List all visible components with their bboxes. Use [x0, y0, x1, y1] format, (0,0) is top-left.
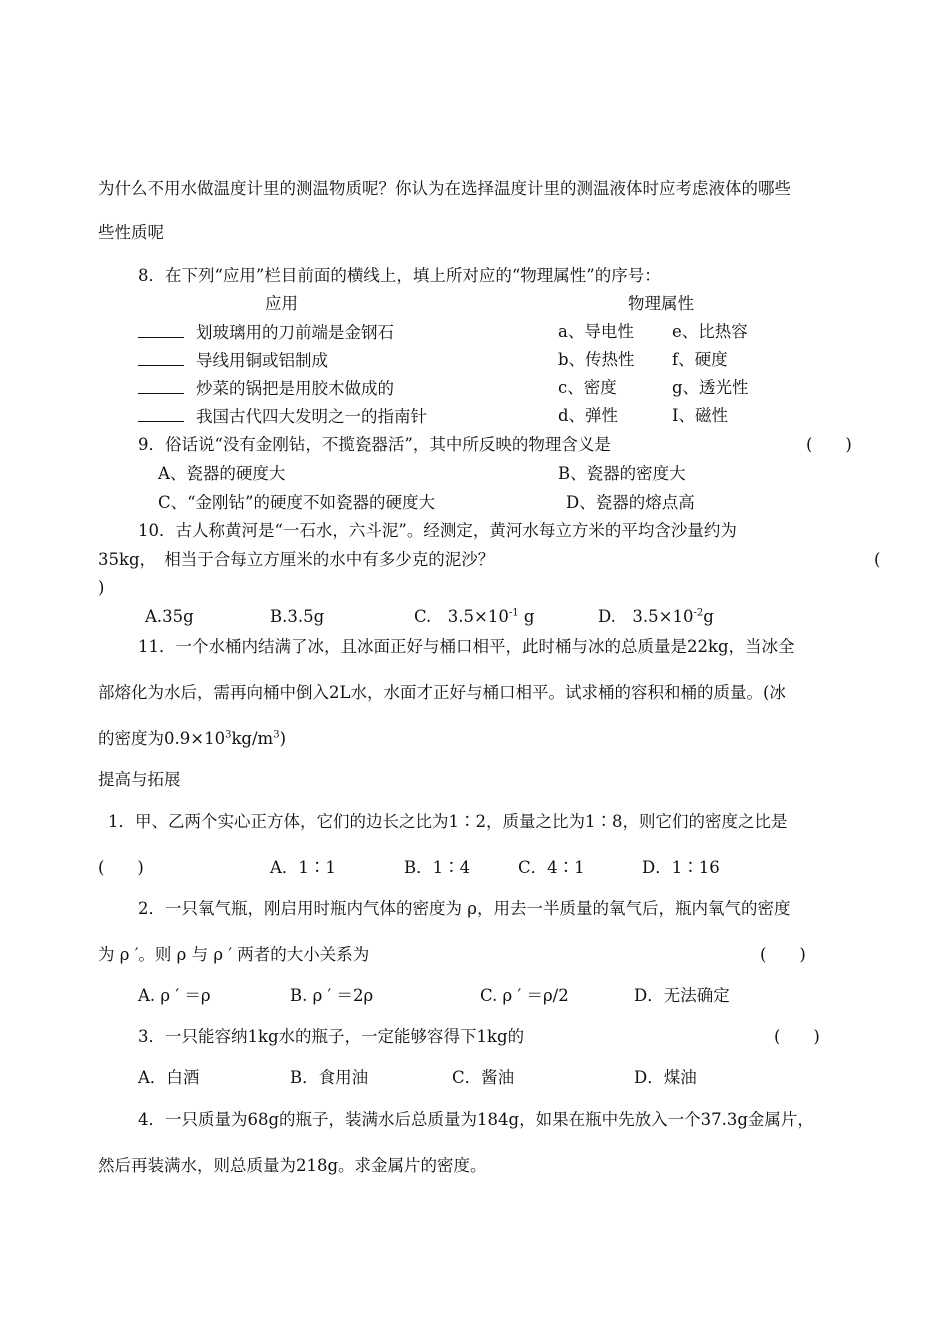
q9-option-b: B、瓷器的密度大 — [558, 464, 686, 483]
q8-row-app: 划玻璃用的刀前端是金钢石 — [196, 323, 394, 342]
q10-option-d — [598, 606, 714, 628]
q8-row-3-p2: g、透光性 — [672, 378, 749, 397]
p4-line-2: 然后再装满水，则总质量为218g。求金属片的密度。 — [98, 1156, 487, 1175]
p2-option-a: A. ρ ′ ＝ρ — [138, 986, 211, 1005]
q10-option-c-exp: -1 — [508, 607, 519, 619]
q8-stem: 8．在下列“应用”栏目前面的横线上，填上所对应的“物理属性”的序号： — [138, 266, 661, 285]
section-title: 提高与拓展 — [98, 770, 181, 789]
q9-stem: 9．俗话说“没有金刚钻，不揽瓷器活”，其中所反映的物理含义是 — [138, 435, 611, 454]
q9-option-d: D、瓷器的熔点高 — [566, 493, 695, 512]
p1-option-a: A．1∶1 — [270, 858, 336, 877]
q11-line-2: 部熔化为水后，需再向桶中倒入2L水，水面才正好与桶口相平。试求桶的容积和桶的质量。(冰 — [98, 683, 786, 702]
p2-line-1: 2．一只氧气瓶，刚启用时瓶内气体的密度为 ρ，用去一半质量的氧气后，瓶内氧气的密度 — [138, 899, 791, 918]
q10-stem-2: 35kg， 相当于合每立方厘米的水中有多少克的泥沙？ — [98, 550, 495, 569]
p2-line-2: 为 ρ ′。则 ρ 与 ρ ′ 两者的大小关系为 — [98, 945, 370, 964]
q11-exp-1: 3 — [225, 729, 232, 741]
q11-line-3-a: 的密度为0.9×10 — [98, 729, 226, 748]
p2-option-c: C. ρ ′ ＝ρ/2 — [480, 986, 569, 1005]
q8-row-2-p2: f、硬度 — [672, 350, 728, 369]
q10-option-c — [414, 606, 534, 628]
q8-row-4-p1: d、弹性 — [558, 406, 619, 425]
q9-option-c: C、“金刚钻”的硬度不如瓷器的硬度大 — [158, 493, 435, 512]
q11-line-3-b: kg/m — [231, 729, 274, 748]
q10-option-d-exp: -2 — [693, 607, 704, 619]
q10-option-c-base: C. 3.5×10 — [414, 607, 509, 626]
q8-row-3 — [138, 377, 394, 400]
q10-option-a: A.35g — [145, 607, 194, 626]
q9-answer-paren: ( ) — [806, 435, 852, 454]
q10-option-d-base: D. 3.5×10 — [598, 607, 694, 626]
p3-stem: 3．一只能容纳1kg水的瓶子，一定能够容得下1kg的 — [138, 1027, 525, 1046]
q11-line-1: 11．一个水桶内结满了冰，且冰面正好与桶口相平，此时桶与冰的总质量是22kg，当冰全 — [138, 637, 795, 656]
q11-line-3-c: ) — [279, 729, 287, 748]
q8-row-1-p2: e、比热容 — [672, 322, 748, 341]
p1-stem: 1．甲、乙两个实心正方体，它们的边长之比为1∶2，质量之比为1∶8，则它们的密度之比是 — [108, 812, 788, 831]
q8-row-2 — [138, 349, 328, 372]
p3-option-c: C．酱油 — [452, 1068, 515, 1087]
q8-row-app: 导线用铜或铝制成 — [196, 351, 328, 370]
p3-option-d: D．煤油 — [634, 1068, 697, 1087]
q8-row-1-p1: a、导电性 — [558, 322, 634, 341]
q10-option-c-unit: g — [518, 607, 535, 626]
q10-option-b: B.3.5g — [270, 607, 325, 626]
intro-line-2: 些性质呢 — [98, 223, 164, 242]
answer-blank[interactable] — [138, 405, 184, 422]
q10-paren-close: ) — [98, 578, 105, 597]
q8-row-app: 我国古代四大发明之一的指南针 — [196, 407, 427, 426]
p2-answer-paren: ( ) — [760, 945, 806, 964]
answer-blank[interactable] — [138, 377, 184, 394]
p3-option-b: B．食用油 — [290, 1068, 369, 1087]
q11-exp-2: 3 — [273, 729, 280, 741]
q8-col-app: 应用 — [265, 294, 298, 313]
q10-option-d-unit: g — [703, 607, 714, 626]
p3-option-a: A．白酒 — [138, 1068, 200, 1087]
answer-blank[interactable] — [138, 321, 184, 338]
q8-row-4 — [138, 405, 427, 428]
p4-line-1: 4．一只质量为68g的瓶子，装满水后总质量为184g，如果在瓶中先放入一个37.3g金属片， — [138, 1110, 814, 1129]
q10-stem-1: 10．古人称黄河是“一石水，六斗泥”。经测定，黄河水每立方米的平均含沙量约为 — [138, 521, 737, 540]
p1-option-b: B．1∶4 — [404, 858, 471, 877]
p1-option-d: D．1∶16 — [642, 858, 720, 877]
q8-col-prop: 物理属性 — [628, 294, 694, 313]
q8-row-app: 炒菜的锅把是用胶木做成的 — [196, 379, 394, 398]
answer-blank[interactable] — [138, 349, 184, 366]
q11-line-3 — [98, 728, 286, 750]
p2-option-d: D．无法确定 — [634, 986, 730, 1005]
q8-row-4-p2: I、磁性 — [672, 406, 729, 425]
q8-row-2-p1: b、传热性 — [558, 350, 635, 369]
q10-paren-open: ( — [874, 550, 881, 569]
p1-option-c: C．4∶1 — [518, 858, 585, 877]
p1-answer-paren: ( ) — [98, 858, 144, 877]
intro-line-1: 为什么不用水做温度计里的测温物质呢？你认为在选择温度计里的测温液体时应考虑液体的哪些 — [98, 179, 791, 198]
p2-option-b: B. ρ ′ ＝2ρ — [290, 986, 374, 1005]
p3-answer-paren: ( ) — [774, 1027, 820, 1046]
q8-row-3-p1: c、密度 — [558, 378, 617, 397]
q9-option-a: A、瓷器的硬度大 — [158, 464, 286, 483]
q8-row-1 — [138, 321, 394, 344]
